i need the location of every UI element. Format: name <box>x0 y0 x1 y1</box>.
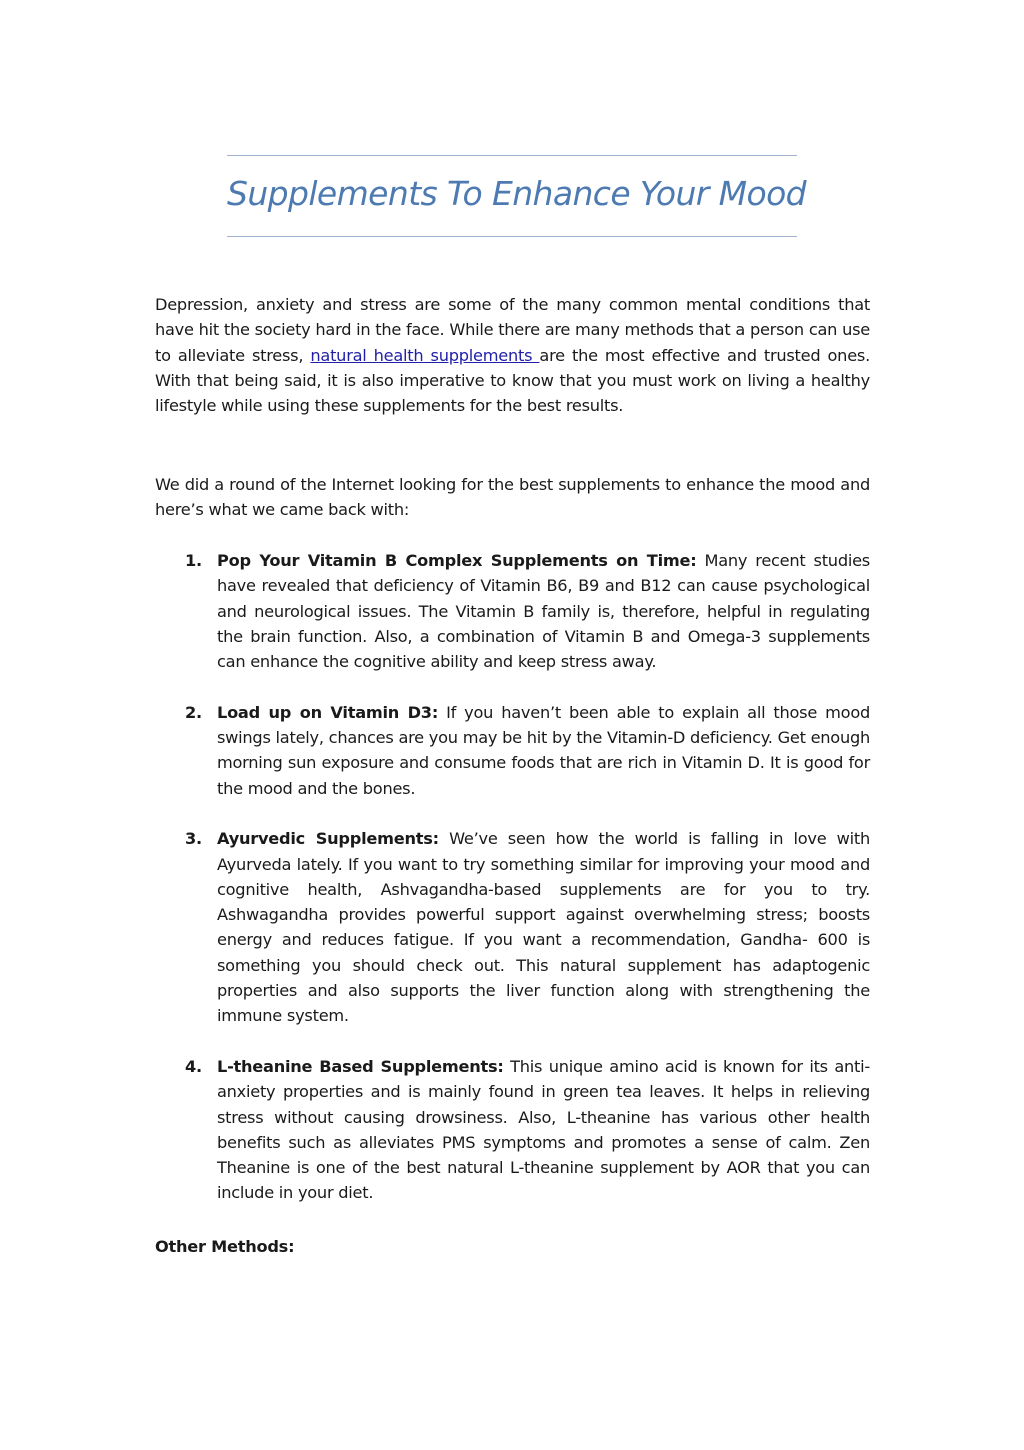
natural-health-supplements-link[interactable]: natural health supplements <box>310 345 540 365</box>
list-item <box>155 1054 870 1206</box>
list-item-text: Many recent studies have revealed that deficiency of Vitamin B6, B9 and B12 can cause psychological and neurological issues. The Vitamin B family is, therefore, helpful in regulating the brain function. Also, a combination of Vitamin B and Omega-3 supplements can enhance the cognitive ability and keep stress away. <box>217 551 870 672</box>
list-item <box>155 548 870 674</box>
list-item-text: This unique amino acid is known for its anti-anxiety properties and is mainly found in green tea leaves. It helps in relieving stress without causing drowsiness. Also, L-theanine has various other health benefits such as alleviates PMS symptoms and promotes a sense of calm. Zen Theanine is one of the best natural L-theanine supplement by AOR that you can include in your diet. <box>217 1056 870 1203</box>
page-title: Supplements To Enhance Your Mood <box>227 174 807 213</box>
list-item-number: 1. <box>185 551 202 570</box>
list-item-heading: Ayurvedic Supplements: <box>217 829 439 849</box>
list-item-number: 2. <box>185 702 202 722</box>
list-item-text: We’ve seen how the world is falling in love with Ayurveda lately. If you want to try something similar for improving your mood and cognitive health, Ashvagandha-based supplements are for you to try. Ashwagandha provides powerful support against overwhelming stress; boosts energy and reduces fatigue. If you want a recommendation, Gandha- 600 is something you should check out. This natural supplement has adaptogenic properties and also supports the liver function along with strengthening the immune system. <box>217 829 870 1026</box>
lead-in-paragraph: We did a round of the Internet looking for the best supplements to enhance the mood and here’s what we came back with: <box>155 475 870 520</box>
list-item-text: If you haven’t been able to explain all those mood swings lately, chances are you may be hit by the Vitamin-D deficiency. Get enough morning sun exposure and consume foods that are rich in Vitamin D. It is good for the mood and the bones. <box>217 702 870 798</box>
title-bottom-rule <box>227 236 797 237</box>
list-item <box>155 826 870 1028</box>
list-item-heading: L-theanine Based Supplements: <box>217 1056 504 1076</box>
other-methods-heading: Other Methods: <box>155 1237 295 1256</box>
list-item-number: 3. <box>185 829 202 849</box>
list-item-number: 4. <box>185 1056 202 1076</box>
intro-text-after-link: are the most effective and trusted ones. With that being said, it is also imperative to know that you must work on living a healthy lifestyle while using these supplements for the best results. <box>155 345 870 416</box>
list-item-heading: Pop Your Vitamin B Complex Supplements on Time: <box>217 551 697 570</box>
list-item-heading: Load up on Vitamin D3: <box>217 702 439 722</box>
title-top-rule <box>227 155 797 156</box>
list-item <box>155 700 870 801</box>
intro-paragraph <box>155 292 870 418</box>
supplement-list <box>155 548 870 1231</box>
intro-text-before-link: Depression, anxiety and stress are some of the many common mental conditions that have hit the society hard in the face. While there are many methods that a person can use to alleviate stress, <box>155 295 870 365</box>
